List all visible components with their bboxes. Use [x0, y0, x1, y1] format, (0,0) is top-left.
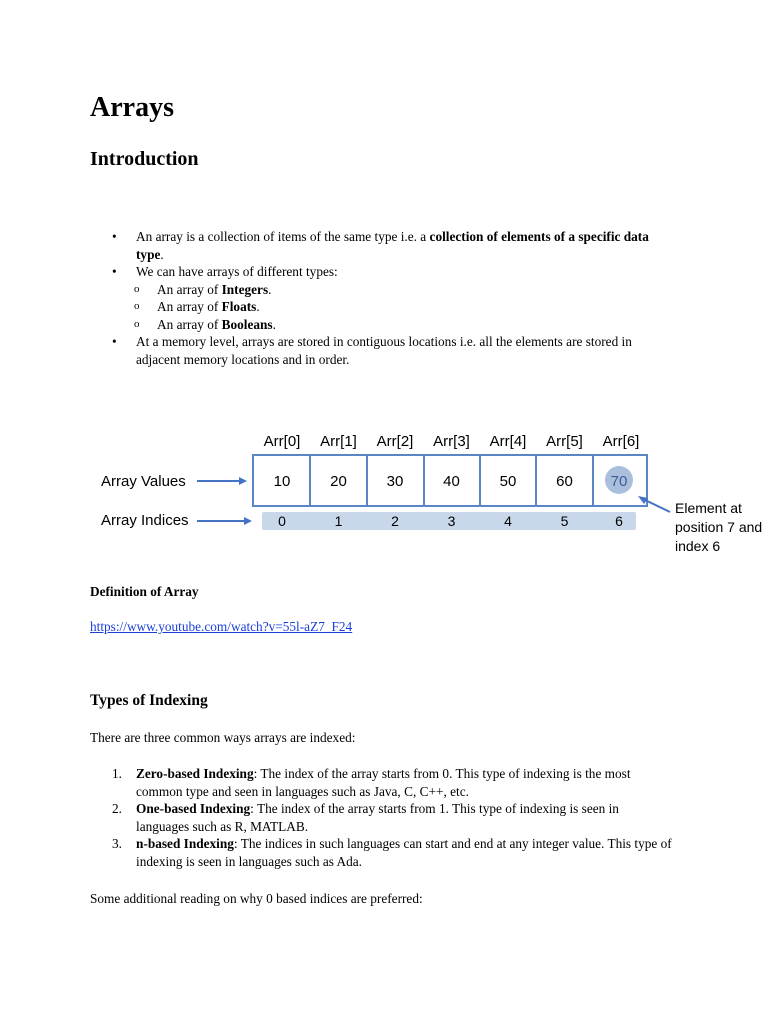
- array-value: 60: [556, 473, 573, 490]
- array-value: 30: [386, 473, 404, 490]
- sub-bullet-bold-text: Floats: [221, 299, 257, 314]
- sub-bullet-text: An array of: [157, 316, 222, 332]
- indexing-list-item: [112, 835, 672, 870]
- array-header: Arr[2]: [376, 433, 414, 450]
- array-index: 1: [334, 513, 343, 529]
- array-indices-label: Array Indices: [101, 512, 189, 529]
- bullet-item: [112, 333, 672, 368]
- array-index: 3: [447, 513, 456, 529]
- indices-arrow-icon: [197, 517, 252, 525]
- bullet-item: [112, 228, 672, 263]
- bullet-item: [112, 263, 672, 281]
- circle-bullet-icon: o: [134, 282, 140, 295]
- indexing-list-item: [112, 765, 672, 800]
- values-arrow-icon: [197, 477, 247, 485]
- array-values-label: Array Values: [101, 473, 186, 490]
- sub-bullet-item: [134, 298, 672, 316]
- array-value: 20: [330, 473, 347, 490]
- sub-bullet-suffix: .: [256, 299, 260, 314]
- array-header: Arr[3]: [433, 433, 470, 450]
- bullet-text: An array is a collection of items of the same type i.e. a: [136, 229, 430, 244]
- circle-bullet-icon: o: [134, 300, 140, 312]
- array-headers: [264, 433, 640, 450]
- types-intro-text: There are three common ways arrays are indexed:: [90, 730, 356, 745]
- indexing-list: [112, 765, 672, 870]
- list-number: 3.: [112, 836, 122, 851]
- array-header: Arr[5]: [546, 433, 583, 450]
- indexing-type-name: One-based Indexing: [136, 801, 251, 816]
- array-index: 2: [391, 513, 399, 529]
- sub-bullet-bold-text: Integers: [221, 281, 269, 297]
- definition-heading: Definition of Array: [90, 584, 199, 599]
- array-index: 5: [560, 513, 569, 529]
- indexing-type-name: Zero-based Indexing: [136, 766, 254, 781]
- closing-text: Some additional reading on why 0 based indices are preferred:: [90, 891, 423, 906]
- intro-heading: Introduction: [90, 148, 199, 170]
- bullet-bold-text: collection of elements of a specific data type: [136, 229, 649, 262]
- sub-bullet-text: An array of: [157, 281, 222, 297]
- array-value: 10: [273, 473, 291, 490]
- array-value-highlighted: 70: [610, 473, 628, 490]
- array-diagram: [0, 420, 768, 570]
- page-title: Arrays: [90, 92, 174, 123]
- sub-bullet-suffix: .: [268, 281, 272, 297]
- sub-bullet-list: [112, 281, 672, 334]
- bullet-icon: •: [112, 229, 117, 244]
- bullet-icon: •: [112, 264, 117, 279]
- circle-bullet-icon: o: [134, 317, 140, 330]
- intro-bullet-list: [112, 228, 672, 368]
- indexing-list-item: [112, 800, 672, 835]
- callout-text-line: Element at: [675, 500, 742, 516]
- indexing-description: : The indices in such languages can start and end at any integer value. This type of indexing is seen in languages such as Ada.: [136, 836, 672, 869]
- bullet-text: We can have arrays of different types:: [136, 264, 338, 279]
- sub-bullet-bold-text: Booleans: [221, 316, 273, 332]
- callout-text-line: position 7 and: [675, 519, 763, 535]
- sub-bullet-text: An array of: [157, 299, 222, 314]
- array-index: 0: [278, 513, 286, 529]
- indexing-description: : The index of the array starts from 1. This type of indexing is seen in languages such as R, MATLAB.: [136, 801, 619, 834]
- bullet-suffix: .: [160, 246, 164, 262]
- indexing-type-name: n-based Indexing: [136, 836, 234, 851]
- sub-bullet-item: [134, 281, 672, 299]
- sub-bullet-suffix: .: [272, 316, 276, 332]
- array-header: Arr[1]: [320, 433, 357, 450]
- array-header: Arr[4]: [489, 433, 527, 450]
- list-number: 2.: [112, 801, 122, 816]
- array-index: 6: [615, 513, 623, 529]
- types-heading: Types of Indexing: [90, 692, 208, 709]
- array-header: Arr[6]: [602, 433, 640, 450]
- youtube-link[interactable]: https://www.youtube.com/watch?v=55l-aZ7_F24: [90, 619, 353, 634]
- array-value: 40: [443, 473, 460, 490]
- bullet-icon: •: [112, 334, 117, 349]
- bullet-text: At a memory level, arrays are stored in contiguous locations i.e. all the elements are stored in adjacent memory locations and in order.: [136, 334, 632, 367]
- array-index: 4: [504, 513, 512, 529]
- callout-text-line: index 6: [675, 538, 721, 554]
- list-number: 1.: [112, 766, 122, 781]
- array-value: 50: [499, 473, 517, 490]
- sub-bullet-item: [134, 316, 672, 334]
- indexing-description: : The index of the array starts from 0. This type of indexing is the most common type and seen in languages such as Java, C, C++, etc.: [136, 766, 631, 799]
- array-header: Arr[0]: [263, 433, 301, 450]
